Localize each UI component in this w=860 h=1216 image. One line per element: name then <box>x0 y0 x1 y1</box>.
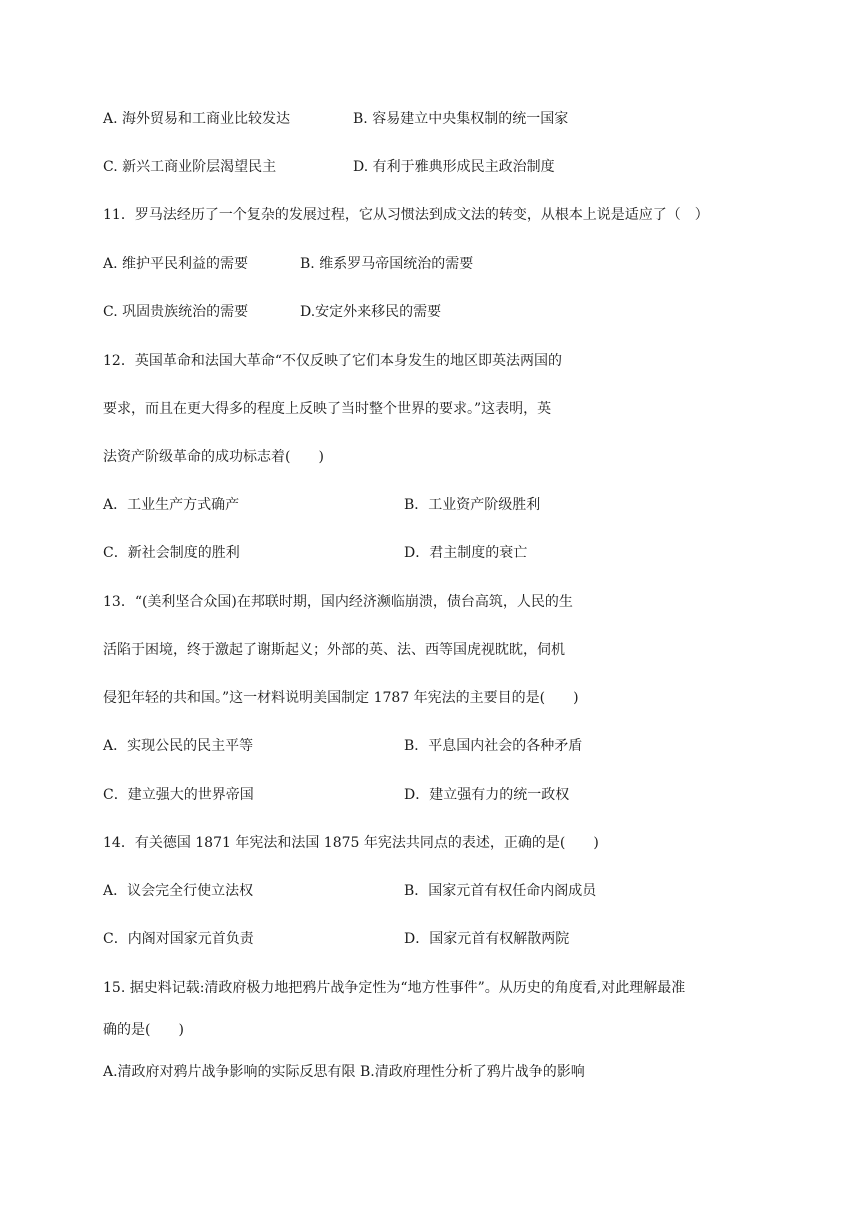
q14-option-a: A．议会完全行使立法权 <box>103 883 254 899</box>
q11-option-c: C. 巩固贵族统治的需要 <box>103 304 249 320</box>
q11-option-b: B. 维系罗马帝国统治的需要 <box>300 256 474 272</box>
q11-option-d: D.安定外来移民的需要 <box>300 304 442 320</box>
q13-stem-line-3: 侵犯年轻的共和国。”这一材料说明美国制定 1787 年宪法的主要目的是( ) <box>103 690 579 706</box>
q14-stem: 14．有关德国 1871 年宪法和法国 1875 年宪法共同点的表述，正确的是( ) <box>103 835 599 851</box>
q11-stem: 11．罗马法经历了一个复杂的发展过程，它从习惯法到成文法的转变，从根本上说是适应了（ ） <box>103 207 709 223</box>
q15-stem-line-2: 确的是( ) <box>103 1022 184 1038</box>
q14-option-d: D．国家元首有权解散两院 <box>404 931 570 947</box>
q12-option-a: A．工业生产方式确产 <box>103 497 240 513</box>
q13-option-d: D．建立强有力的统一政权 <box>404 787 570 803</box>
q13-option-b: B．平息国内社会的各种矛盾 <box>404 738 583 754</box>
q10-option-b: B. 容易建立中央集权制的统一国家 <box>353 111 569 127</box>
q15-stem-line-1: 15. 据史料记载:清政府极力地把鸦片战争定性为“地方性事件”。从历史的角度看,对此理解最准 <box>103 980 686 996</box>
q13-option-c: C．建立强大的世界帝国 <box>103 787 254 803</box>
q10-option-a: A. 海外贸易和工商业比较发达 <box>103 111 291 127</box>
q13-option-a: A．实现公民的民主平等 <box>103 738 254 754</box>
q13-stem-line-2: 活陷于困境，终于激起了谢斯起义；外部的英、法、西等国虎视眈眈，伺机 <box>103 642 565 658</box>
q12-option-d: D．君主制度的衰亡 <box>404 545 528 561</box>
q10-option-c: C. 新兴工商业阶层渴望民主 <box>103 159 277 175</box>
q14-option-b: B．国家元首有权任命内阁成员 <box>404 883 597 899</box>
q12-option-c: C．新社会制度的胜利 <box>103 545 240 561</box>
q11-option-a: A. 维护平民利益的需要 <box>103 256 249 272</box>
q12-stem-line-2: 要求，而且在更大得多的程度上反映了当时整个世界的要求。”这表明，英 <box>103 401 552 417</box>
q12-stem-line-3: 法资产阶级革命的成功标志着( ) <box>103 449 324 465</box>
q12-option-b: B．工业资产阶级胜利 <box>404 497 541 513</box>
q15-options-a-b: A.清政府对鸦片战争影响的实际反思有限 B.清政府理性分析了鸦片战争的影响 <box>103 1064 585 1080</box>
q13-stem-line-1: 13．“(美利坚合众国)在邦联时期，国内经济濒临崩溃，债台高筑，人民的生 <box>103 594 573 610</box>
q14-option-c: C．内阁对国家元首负责 <box>103 931 254 947</box>
q10-option-d: D. 有利于雅典形成民主政治制度 <box>353 159 555 175</box>
q12-stem-line-1: 12．英国革命和法国大革命“不仅反映了它们本身发生的地区即英法两国的 <box>103 353 562 369</box>
